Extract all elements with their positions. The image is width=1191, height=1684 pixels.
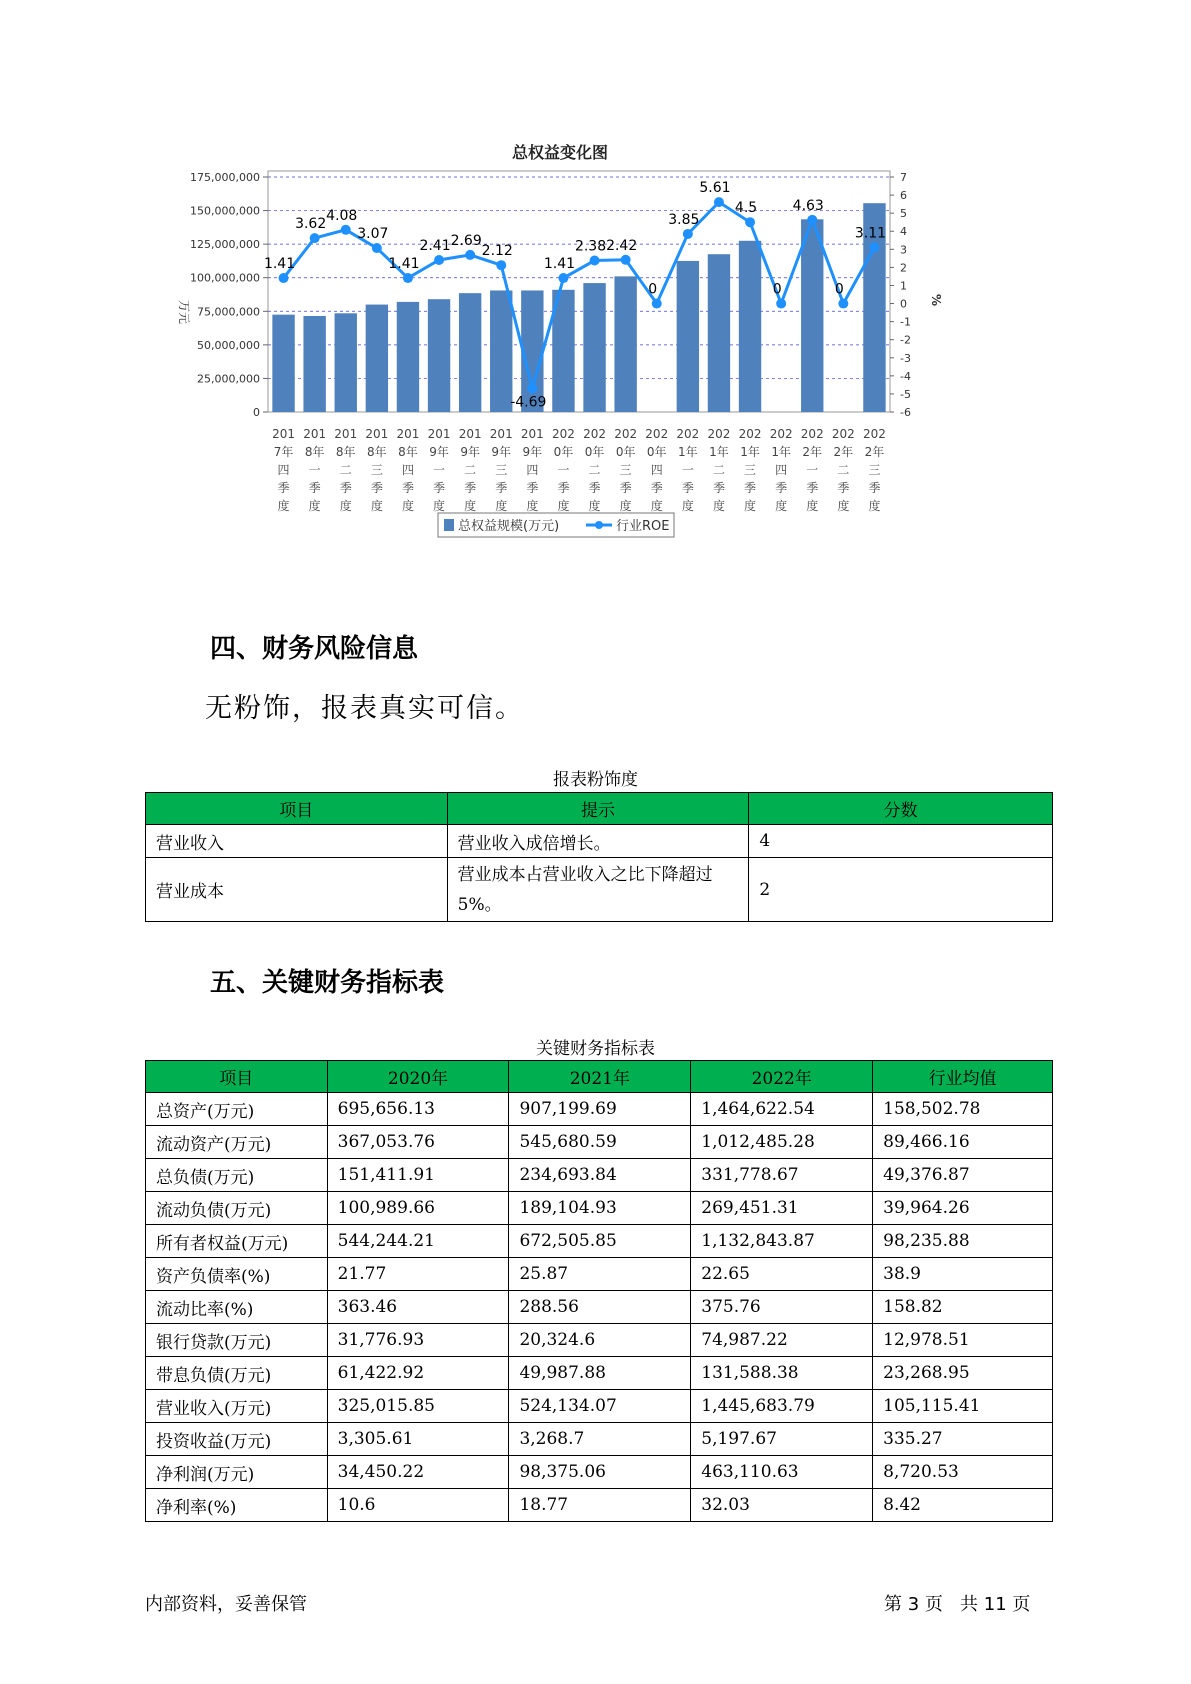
table-row	[146, 1225, 1053, 1258]
bar	[428, 299, 450, 412]
table-cell: 21.77	[327, 1258, 509, 1291]
bar	[614, 276, 636, 412]
x-tick-label: 度	[495, 499, 508, 513]
roe-data-label: 4.63	[792, 197, 824, 214]
table-cell: 25.87	[509, 1258, 691, 1291]
x-tick-label: 1年	[709, 445, 729, 459]
roe-point	[403, 273, 413, 283]
table-cell: 234,693.84	[509, 1159, 691, 1192]
x-tick-label: 度	[401, 499, 414, 513]
table-cell: 269,451.31	[691, 1192, 873, 1225]
table-cell: 463,110.63	[691, 1456, 873, 1489]
legend-bar-label: 总权益规模(万元)	[458, 519, 560, 534]
x-tick-label: 2年	[802, 445, 823, 459]
y2-tick-label: -3	[900, 351, 911, 365]
x-tick-label: 季	[619, 481, 632, 495]
table-cell: 189,104.93	[509, 1192, 691, 1225]
table-cell: 4	[749, 825, 1053, 858]
x-tick-label: 季	[277, 481, 290, 495]
table-cell: 流动负债(万元)	[146, 1192, 328, 1225]
x-tick-label: 季	[837, 481, 850, 495]
x-tick-label: 四	[775, 463, 788, 477]
x-tick-label: 一	[806, 463, 819, 477]
x-tick-label: 度	[308, 499, 321, 513]
header-cell: 2022年	[691, 1061, 873, 1093]
table-cell: 32.03	[691, 1489, 873, 1522]
bar	[708, 254, 730, 412]
header-cell: 项目	[146, 1061, 328, 1093]
x-tick-label: 季	[495, 481, 508, 495]
bar	[677, 261, 699, 412]
roe-point	[341, 225, 351, 235]
roe-data-label: 3.07	[357, 226, 389, 243]
x-tick-label: 三	[495, 463, 508, 477]
y2-tick-label: -1	[900, 315, 911, 329]
x-tick-label: 三	[868, 463, 881, 477]
table-cell: 158,502.78	[873, 1093, 1053, 1126]
x-tick-label: 1年	[771, 445, 791, 459]
table-cell: 151,411.91	[327, 1159, 509, 1192]
table-cell: 营业成本占营业收入之比下降超过5%。	[447, 858, 749, 922]
table-cell: 1,012,485.28	[691, 1126, 873, 1159]
y-tick-label: 75,000,000	[197, 305, 260, 319]
table-cell: 流动资产(万元)	[146, 1126, 328, 1159]
x-tick-label: 季	[526, 481, 539, 495]
roe-data-label: 0	[772, 281, 782, 298]
table-cell: 10.6	[327, 1489, 509, 1522]
x-tick-label: 季	[744, 481, 757, 495]
table-cell: 100,989.66	[327, 1192, 509, 1225]
roe-data-label: 4.5	[734, 200, 758, 217]
x-tick-label: 度	[775, 499, 788, 513]
x-tick-label: 202	[862, 427, 886, 441]
table-cell: 5,197.67	[691, 1423, 873, 1456]
table-cell: 营业收入	[146, 825, 448, 858]
table-cell: 38.9	[873, 1258, 1053, 1291]
legend-bar-swatch	[444, 519, 454, 531]
x-tick-label: 度	[681, 499, 694, 513]
table-cell: 74,987.22	[691, 1324, 873, 1357]
x-tick-label: 季	[588, 481, 601, 495]
y-tick-label: 50,000,000	[197, 338, 260, 352]
table-row	[146, 1159, 1053, 1192]
table-cell: 49,376.87	[873, 1159, 1053, 1192]
table-cell: 净利润(万元)	[146, 1456, 328, 1489]
table-row	[146, 1126, 1053, 1159]
x-tick-label: 一	[681, 463, 694, 477]
table-cell: 营业成本	[146, 858, 448, 922]
x-tick-label: 202	[769, 427, 793, 441]
table-cell: 524,134.07	[509, 1390, 691, 1423]
y2-tick-label: 1	[900, 279, 907, 293]
y2-tick-label: -2	[900, 333, 911, 347]
table-cell: 98,235.88	[873, 1225, 1053, 1258]
roe-point	[372, 243, 382, 253]
x-tick-label: 2年	[833, 445, 854, 459]
x-tick-label: 三	[619, 463, 632, 477]
table-cell: 375.76	[691, 1291, 873, 1324]
table-cell: 1,464,622.54	[691, 1093, 873, 1126]
bar	[801, 219, 823, 412]
y2-tick-label: 2	[900, 261, 907, 275]
table-cell: 2	[749, 858, 1053, 922]
table-cell: 1,445,683.79	[691, 1390, 873, 1423]
header-cell: 提示	[447, 793, 749, 825]
bar	[272, 315, 294, 412]
table-cell: 158.82	[873, 1291, 1053, 1324]
table-row	[146, 1093, 1053, 1126]
x-tick-label: 8年	[367, 445, 387, 459]
table-cell: 总负债(万元)	[146, 1159, 328, 1192]
y-axis-label: 万元	[177, 300, 191, 325]
x-tick-label: 三	[744, 463, 757, 477]
roe-point	[683, 229, 693, 239]
x-tick-label: 度	[837, 499, 850, 513]
roe-data-label: 2.12	[481, 243, 513, 260]
x-tick-label: 度	[557, 499, 570, 513]
roe-point	[745, 217, 755, 227]
x-tick-label: 度	[526, 499, 539, 513]
x-tick-label: 二	[464, 463, 477, 477]
table-cell: 资产负债率(%)	[146, 1258, 328, 1291]
table-cell: 22.65	[691, 1258, 873, 1291]
table-cell: 325,015.85	[327, 1390, 509, 1423]
x-tick-label: 季	[433, 481, 446, 495]
table-cell: 39,964.26	[873, 1192, 1053, 1225]
x-tick-label: 202	[645, 427, 669, 441]
table-cell: 8.42	[873, 1489, 1053, 1522]
x-tick-label: 度	[650, 499, 663, 513]
table-cell: 367,053.76	[327, 1126, 509, 1159]
x-tick-label: 度	[277, 499, 290, 513]
header-cell: 分数	[749, 793, 1053, 825]
section4-heading: 四、财务风险信息	[210, 634, 419, 664]
x-tick-label: 度	[464, 499, 477, 513]
x-tick-label: 二	[588, 463, 601, 477]
x-tick-label: 四	[650, 463, 663, 477]
bar	[459, 293, 481, 412]
table-cell: 净利率(%)	[146, 1489, 328, 1522]
x-tick-label: 9年	[491, 445, 512, 459]
y2-axis-label: %	[929, 294, 943, 307]
x-tick-label: 度	[744, 499, 757, 513]
table-cell: 544,244.21	[327, 1225, 509, 1258]
x-tick-label: 0年	[553, 445, 574, 459]
roe-data-label: 1.41	[388, 256, 420, 273]
x-tick-label: 9年	[429, 445, 449, 459]
table-row	[146, 1423, 1053, 1456]
x-tick-label: 201	[365, 427, 389, 441]
section5-heading: 五、关键财务指标表	[210, 968, 445, 998]
table-cell: 331,778.67	[691, 1159, 873, 1192]
table-cell: 34,450.22	[327, 1456, 509, 1489]
x-tick-label: 201	[520, 427, 544, 441]
header-cell: 2020年	[327, 1061, 509, 1093]
x-tick-label: 8年	[335, 445, 356, 459]
roe-data-label: 2.38	[574, 238, 607, 255]
roe-point	[869, 242, 879, 252]
y2-tick-label: 5	[900, 207, 907, 221]
roe-point	[465, 250, 475, 260]
y2-tick-label: -4	[900, 369, 911, 383]
table-cell: 131,588.38	[691, 1357, 873, 1390]
table-cell: 18.77	[509, 1489, 691, 1522]
x-tick-label: 季	[339, 481, 352, 495]
table-row	[146, 1489, 1053, 1522]
x-tick-label: 202	[800, 427, 824, 441]
header-cell: 项目	[146, 793, 448, 825]
roe-data-label: 0	[648, 281, 658, 298]
y2-tick-label: 7	[900, 171, 907, 184]
roe-data-label: 3.11	[854, 225, 887, 242]
y2-tick-label: -5	[900, 387, 911, 401]
table-cell: 银行贷款(万元)	[146, 1324, 328, 1357]
table-cell: 带息负债(万元)	[146, 1357, 328, 1390]
bar	[335, 313, 357, 412]
table-cell: 8,720.53	[873, 1456, 1053, 1489]
x-tick-label: 度	[588, 499, 601, 513]
x-tick-label: 201	[396, 427, 420, 441]
roe-point	[310, 233, 320, 243]
x-tick-label: 一	[557, 463, 570, 477]
x-tick-label: 季	[775, 481, 788, 495]
roe-data-label: 5.61	[699, 180, 731, 197]
table-cell: 所有者权益(万元)	[146, 1225, 328, 1258]
x-tick-label: 202	[614, 427, 638, 441]
footer-note: 内部资料，妥善保管	[145, 1594, 307, 1615]
table-cell: 545,680.59	[509, 1126, 691, 1159]
equity-chart	[160, 140, 1060, 600]
roe-data-label: -4.69	[510, 394, 547, 411]
x-tick-label: 度	[806, 499, 819, 513]
chart-title: 总权益变化图	[511, 143, 608, 162]
risk-table	[145, 792, 1053, 922]
x-tick-label: 202	[676, 427, 700, 441]
x-tick-label: 季	[650, 481, 663, 495]
table-cell: 98,375.06	[509, 1456, 691, 1489]
roe-point	[652, 299, 662, 309]
table-cell: 105,115.41	[873, 1390, 1053, 1423]
table-cell: 61,422.92	[327, 1357, 509, 1390]
x-tick-label: 1年	[740, 445, 760, 459]
indicator-table	[145, 1060, 1053, 1522]
x-tick-label: 2年	[864, 445, 885, 459]
x-tick-label: 度	[868, 499, 881, 513]
indicator-table-caption: 关键财务指标表	[536, 1039, 655, 1059]
roe-point	[558, 273, 568, 283]
legend-line-label: 行业ROE	[616, 519, 670, 534]
x-tick-label: 1年	[678, 445, 698, 459]
roe-data-label: 2.41	[419, 237, 451, 254]
x-tick-label: 202	[707, 427, 731, 441]
x-tick-label: 季	[712, 481, 725, 495]
table-row	[146, 1291, 1053, 1324]
roe-point	[621, 255, 631, 265]
table-cell: 23,268.95	[873, 1357, 1053, 1390]
table-row	[146, 1456, 1053, 1489]
x-tick-label: 四	[526, 463, 539, 477]
roe-point	[496, 260, 506, 270]
table-cell: 288.56	[509, 1291, 691, 1324]
table-row	[146, 1357, 1053, 1390]
table-row	[146, 1390, 1053, 1423]
roe-data-label: 4.08	[326, 207, 358, 224]
roe-data-label: 1.41	[263, 256, 296, 273]
table-cell: 31,776.93	[327, 1324, 509, 1357]
x-tick-label: 9年	[522, 445, 543, 459]
x-tick-label: 201	[458, 427, 482, 441]
x-tick-label: 202	[738, 427, 762, 441]
table-row	[146, 1192, 1053, 1225]
y2-tick-label: -6	[900, 406, 911, 419]
y2-tick-label: 6	[900, 189, 907, 203]
bar	[739, 241, 761, 412]
x-tick-label: 8年	[398, 445, 418, 459]
table-cell: 投资收益(万元)	[146, 1423, 328, 1456]
table-cell: 89,466.16	[873, 1126, 1053, 1159]
x-tick-label: 一	[433, 463, 446, 477]
chart-svg	[160, 140, 1060, 600]
roe-data-label: 1.41	[543, 256, 576, 273]
x-tick-label: 度	[433, 499, 446, 513]
bar	[366, 305, 388, 412]
y2-tick-label: 3	[900, 243, 907, 257]
y-tick-label: 125,000,000	[190, 238, 260, 252]
x-tick-label: 二	[339, 463, 352, 477]
x-tick-label: 季	[806, 481, 819, 495]
roe-point	[279, 273, 289, 283]
table-cell: 营业收入成倍增长。	[447, 825, 749, 858]
risk-table-caption: 报表粉饰度	[553, 770, 638, 790]
table-cell: 流动比率(%)	[146, 1291, 328, 1324]
x-tick-label: 202	[831, 427, 855, 441]
table-row	[146, 858, 1053, 922]
x-tick-label: 度	[339, 499, 352, 513]
table-cell: 363.46	[327, 1291, 509, 1324]
table-cell: 695,656.13	[327, 1093, 509, 1126]
page-number: 第 3 页 共 11 页	[884, 1594, 1031, 1615]
x-tick-label: 度	[712, 499, 725, 513]
table-cell: 335.27	[873, 1423, 1053, 1456]
table-cell: 总资产(万元)	[146, 1093, 328, 1126]
x-tick-label: 季	[308, 481, 321, 495]
roe-data-label: 0	[834, 281, 844, 298]
bar	[583, 283, 605, 412]
table-cell: 20,324.6	[509, 1324, 691, 1357]
section4-text: 无粉饰，报表真实可信。	[205, 693, 524, 724]
x-tick-label: 0年	[615, 445, 636, 459]
roe-point	[434, 255, 444, 265]
table-cell: 3,268.7	[509, 1423, 691, 1456]
x-tick-label: 202	[551, 427, 575, 441]
x-tick-label: 季	[464, 481, 477, 495]
x-tick-label: 202	[583, 427, 607, 441]
x-tick-label: 二	[712, 463, 725, 477]
table-cell: 907,199.69	[509, 1093, 691, 1126]
roe-point	[807, 215, 817, 225]
roe-point	[838, 299, 848, 309]
roe-point	[590, 256, 600, 266]
x-tick-label: 度	[619, 499, 632, 513]
x-tick-label: 季	[401, 481, 414, 495]
x-tick-label: 0年	[584, 445, 605, 459]
x-tick-label: 二	[837, 463, 850, 477]
table-cell: 12,978.51	[873, 1324, 1053, 1357]
roe-point	[527, 383, 537, 393]
roe-data-label: 3.62	[295, 216, 327, 233]
x-tick-label: 季	[370, 481, 383, 495]
y-tick-label: 175,000,000	[190, 171, 260, 184]
indicator-table-header	[146, 1061, 1053, 1093]
table-cell: 672,505.85	[509, 1225, 691, 1258]
roe-point	[776, 299, 786, 309]
x-tick-label: 8年	[304, 445, 325, 459]
table-cell: 营业收入(万元)	[146, 1390, 328, 1423]
x-tick-label: 度	[370, 499, 383, 513]
x-tick-label: 季	[557, 481, 570, 495]
roe-point	[714, 197, 724, 207]
y2-tick-label: 0	[900, 297, 907, 311]
legend-line-marker	[595, 521, 603, 529]
roe-data-label: 2.42	[606, 237, 638, 254]
x-tick-label: 9年	[460, 445, 480, 459]
x-tick-label: 201	[427, 427, 451, 441]
y-tick-label: 0	[253, 406, 260, 419]
y-tick-label: 150,000,000	[190, 204, 260, 218]
x-tick-label: 四	[277, 463, 290, 477]
roe-data-label: 3.85	[668, 211, 700, 228]
roe-data-label: 2.69	[450, 232, 482, 249]
table-row	[146, 825, 1053, 858]
x-tick-label: 四	[401, 463, 414, 477]
x-tick-label: 三	[370, 463, 383, 477]
bar	[397, 302, 419, 412]
y-tick-label: 100,000,000	[190, 271, 260, 285]
y-tick-label: 25,000,000	[197, 372, 260, 386]
x-tick-label: 季	[868, 481, 881, 495]
x-tick-label: 201	[334, 427, 358, 441]
x-tick-label: 201	[272, 427, 296, 441]
table-cell: 1,132,843.87	[691, 1225, 873, 1258]
y2-tick-label: 4	[900, 225, 907, 239]
x-tick-label: 201	[489, 427, 513, 441]
x-tick-label: 一	[308, 463, 321, 477]
table-cell: 3,305.61	[327, 1423, 509, 1456]
table-row	[146, 1258, 1053, 1291]
x-tick-label: 季	[681, 481, 694, 495]
x-tick-label: 0年	[646, 445, 667, 459]
table-cell: 49,987.88	[509, 1357, 691, 1390]
bar	[490, 290, 512, 412]
x-tick-label: 201	[303, 427, 327, 441]
bar	[303, 316, 325, 412]
header-cell: 行业均值	[873, 1061, 1053, 1093]
x-tick-label: 7年	[273, 445, 294, 459]
risk-table-header	[146, 793, 1053, 825]
table-row	[146, 1324, 1053, 1357]
header-cell: 2021年	[509, 1061, 691, 1093]
